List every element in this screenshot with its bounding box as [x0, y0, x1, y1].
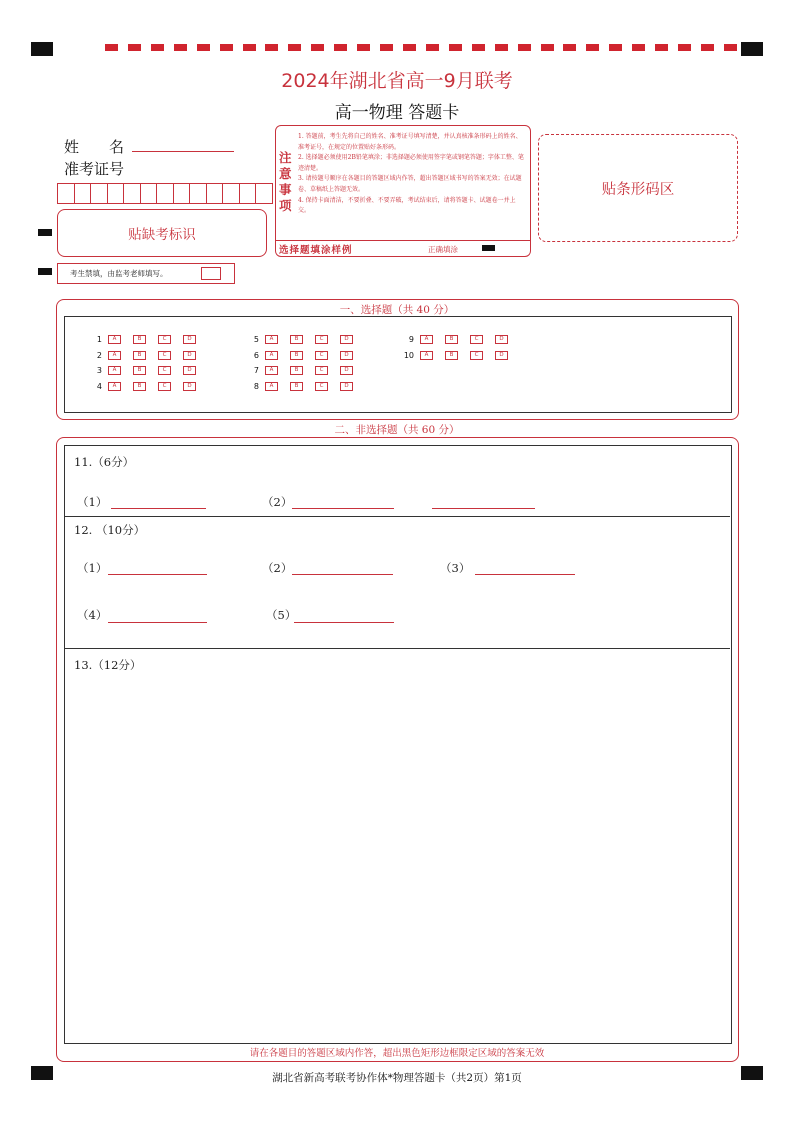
exam-number-grid[interactable]: [57, 183, 273, 204]
divider: [64, 516, 730, 517]
timing-dash: [334, 44, 347, 51]
notice-item: 1. 答题前，考生先将自己的姓名、准考证号填写清楚，并认真核准条形码上的姓名、准考证号，在规定的位置贴好条形码。: [298, 133, 522, 151]
barcode-label: 贴条形码区: [601, 181, 675, 198]
timing-dash: [655, 44, 668, 51]
q12-answer-line[interactable]: [108, 573, 207, 575]
mcq-question: [88, 363, 208, 379]
notice-item: 4. 保持卡面清洁，不要折叠、不要弄破，考试结束后，请将答题卡、试题卷一并上交。: [298, 196, 516, 215]
answer-area-warning: 请在各题目的答题区域内作答，超出黑色矩形边框限定区域的答案无效: [249, 1048, 545, 1059]
timing-dash: [311, 44, 324, 51]
mcq-grid: [64, 330, 730, 400]
mcq-option-bubble[interactable]: C: [158, 382, 171, 391]
timing-dash: [449, 44, 462, 51]
side-mark: [38, 268, 52, 275]
notice-heading-char: 注: [279, 150, 292, 165]
absent-checkbox[interactable]: [201, 267, 221, 280]
mcq-question: [245, 332, 365, 348]
mcq-question-number: 10: [403, 350, 414, 360]
q12-answer-line[interactable]: [294, 621, 394, 623]
mcq-question-number: 9: [408, 335, 414, 345]
timing-dash: [586, 44, 599, 51]
exam-number-cell[interactable]: [91, 184, 108, 203]
timing-dash: [426, 44, 439, 51]
timing-dash: [472, 44, 485, 51]
q11-part-label: （1）: [77, 495, 108, 509]
mcq-option-bubble[interactable]: D: [340, 382, 353, 391]
mcq-option-bubble[interactable]: A: [265, 366, 278, 375]
timing-dash: [678, 44, 691, 51]
timing-dash: [724, 44, 737, 51]
filled-sample-icon: [482, 245, 495, 251]
mcq-question-number: 4: [96, 381, 102, 391]
alignment-mark-top-right: [741, 42, 763, 56]
barcode-area: [538, 134, 738, 242]
timing-dash: [701, 44, 714, 51]
mcq-option-bubble[interactable]: A: [108, 382, 121, 391]
mcq-option-bubble[interactable]: C: [158, 335, 171, 344]
timing-dash: [265, 44, 278, 51]
q12-part-label: （4）: [77, 608, 108, 622]
mcq-option-bubble[interactable]: B: [290, 382, 303, 391]
q12-label: 12. （10分）: [74, 523, 146, 537]
mcq-question-number: 8: [253, 381, 259, 391]
q13-answer-area[interactable]: [66, 676, 728, 1040]
q12-answer-line[interactable]: [292, 573, 393, 575]
timing-dash: [243, 44, 256, 51]
exam-number-cell[interactable]: [223, 184, 240, 203]
exam-number-cell[interactable]: [207, 184, 224, 203]
q11-answer-line[interactable]: [432, 507, 535, 509]
mcq-question: [400, 332, 520, 348]
timing-dash: [495, 44, 508, 51]
mcq-option-bubble[interactable]: A: [265, 382, 278, 391]
exam-number-cell[interactable]: [157, 184, 174, 203]
timing-dash: [518, 44, 531, 51]
q11-label: 11.（6分）: [74, 455, 135, 469]
exam-number-cell[interactable]: [174, 184, 191, 203]
mcq-question: [245, 348, 365, 364]
divider: [64, 648, 730, 649]
sheet-subtitle: 高一物理 答题卡: [334, 103, 460, 123]
timing-dash: [403, 44, 416, 51]
timing-dash: [541, 44, 554, 51]
exam-title: 2024年湖北省高一9月联考: [281, 70, 513, 92]
timing-dash: [105, 44, 118, 51]
mcq-option-bubble[interactable]: B: [290, 366, 303, 375]
q12-answer-line[interactable]: [475, 573, 575, 575]
timing-track: [105, 44, 737, 52]
q11-answer-line[interactable]: [292, 507, 394, 509]
timing-dash: [220, 44, 233, 51]
q12-part-label: （2）: [262, 561, 293, 575]
side-mark: [38, 229, 52, 236]
mcq-option-bubble[interactable]: D: [183, 351, 196, 360]
q11-answer-line[interactable]: [111, 507, 206, 509]
timing-dash: [380, 44, 393, 51]
mcq-option-bubble[interactable]: A: [265, 351, 278, 360]
name-field[interactable]: [132, 151, 234, 152]
mcq-question-number: 2: [96, 350, 102, 360]
mcq-option-bubble[interactable]: D: [340, 351, 353, 360]
mcq-column: [88, 332, 208, 394]
exam-number-cell[interactable]: [108, 184, 125, 203]
mcq-option-bubble[interactable]: B: [445, 335, 458, 344]
mcq-option-bubble[interactable]: D: [340, 335, 353, 344]
exam-number-cell[interactable]: [256, 184, 272, 203]
mcq-option-bubble[interactable]: C: [315, 382, 328, 391]
mcq-option-bubble[interactable]: A: [108, 335, 121, 344]
timing-dash: [357, 44, 370, 51]
exam-number-cell[interactable]: [75, 184, 92, 203]
notice-box: [275, 125, 531, 257]
absent-mark-area[interactable]: [57, 209, 267, 257]
mcq-option-bubble[interactable]: D: [183, 366, 196, 375]
q12-part-label: （1）: [77, 561, 108, 575]
section2-title: 二、非选择题（共 60 分）: [334, 424, 460, 436]
mcq-question: [88, 379, 208, 395]
mcq-option-bubble[interactable]: D: [495, 351, 508, 360]
mcq-question-number: 1: [96, 335, 102, 345]
mcq-option-bubble[interactable]: B: [133, 382, 146, 391]
notice-heading-char: 项: [279, 198, 292, 213]
notice-heading-char: 事: [279, 182, 292, 197]
section1-title: 一、选择题（共 40 分）: [339, 304, 455, 316]
mcq-option-bubble[interactable]: C: [315, 335, 328, 344]
mcq-option-bubble[interactable]: C: [158, 351, 171, 360]
mcq-option-bubble[interactable]: C: [315, 351, 328, 360]
mcq-option-bubble[interactable]: A: [108, 351, 121, 360]
mcq-option-bubble[interactable]: A: [420, 335, 433, 344]
notice-heading: [279, 150, 295, 214]
timing-dash: [609, 44, 622, 51]
notice-items: [298, 132, 526, 217]
exam-number-label: 准考证号: [64, 160, 125, 178]
exam-number-cell[interactable]: [58, 184, 75, 203]
notice-item: 3. 请按题号顺序在各题目的答题区域内作答，超出答题区域书写的答案无效；在试题卷、草稿纸上答题无效。: [298, 175, 522, 193]
absent-note: 考生禁填，由监考老师填写。: [70, 269, 168, 278]
timing-dash: [197, 44, 210, 51]
mcq-option-bubble[interactable]: A: [108, 366, 121, 375]
absent-mark-label: 贴缺考标识: [128, 227, 196, 243]
timing-dash: [128, 44, 141, 51]
mcq-option-bubble[interactable]: A: [265, 335, 278, 344]
mcq-option-bubble[interactable]: B: [290, 335, 303, 344]
exam-number-cell[interactable]: [124, 184, 141, 203]
mcq-column: [400, 332, 520, 363]
mcq-option-bubble[interactable]: B: [445, 351, 458, 360]
absent-note-box: [57, 263, 235, 284]
mcq-question-number: 6: [253, 350, 259, 360]
mcq-question: [88, 332, 208, 348]
q12-answer-line[interactable]: [108, 621, 207, 623]
mcq-column: [245, 332, 365, 394]
fill-sample-bar: [276, 240, 530, 256]
mcq-question: [245, 363, 365, 379]
mcq-option-bubble[interactable]: C: [158, 366, 171, 375]
timing-dash: [151, 44, 164, 51]
name-label: 姓 名: [64, 138, 125, 156]
mcq-question-number: 7: [253, 366, 259, 376]
q12-part-label: （3）: [440, 561, 471, 575]
mcq-option-bubble[interactable]: A: [420, 351, 433, 360]
mcq-option-bubble[interactable]: B: [133, 366, 146, 375]
exam-number-cell[interactable]: [190, 184, 207, 203]
mcq-question: [88, 348, 208, 364]
mcq-option-bubble[interactable]: D: [183, 382, 196, 391]
correct-fill-label: 正确填涂: [428, 245, 458, 254]
mcq-option-bubble[interactable]: D: [340, 366, 353, 375]
timing-dash: [632, 44, 645, 51]
timing-dash: [288, 44, 301, 51]
mcq-option-bubble[interactable]: B: [133, 351, 146, 360]
exam-number-cell[interactable]: [240, 184, 257, 203]
mcq-option-bubble[interactable]: C: [315, 366, 328, 375]
q12-part-label: （5）: [266, 608, 297, 622]
alignment-mark-top-left: [31, 42, 53, 56]
fill-sample-label: 选择题填涂样例: [279, 245, 353, 256]
notice-item: 2. 选择题必须使用2B铅笔填涂；非选择题必须使用签字笔或钢笔答题；字体工整、笔迹清楚。: [298, 154, 524, 172]
q11-part-label: （2）: [262, 495, 293, 509]
mcq-option-bubble[interactable]: B: [290, 351, 303, 360]
mcq-question-number: 5: [253, 335, 259, 345]
exam-number-cell[interactable]: [141, 184, 158, 203]
mcq-option-bubble[interactable]: D: [183, 335, 196, 344]
mcq-option-bubble[interactable]: C: [470, 351, 483, 360]
mcq-option-bubble[interactable]: B: [133, 335, 146, 344]
mcq-question: [400, 348, 520, 364]
notice-heading-char: 意: [279, 166, 292, 181]
timing-dash: [174, 44, 187, 51]
mcq-option-bubble[interactable]: D: [495, 335, 508, 344]
q13-label: 13.（12分）: [74, 658, 142, 672]
mcq-question-number: 3: [96, 366, 102, 376]
mcq-question: [245, 379, 365, 395]
page-footer: 湖北省新高考联考协作体*物理答题卡（共2页）第1页: [272, 1072, 522, 1084]
mcq-option-bubble[interactable]: C: [470, 335, 483, 344]
timing-dash: [563, 44, 576, 51]
